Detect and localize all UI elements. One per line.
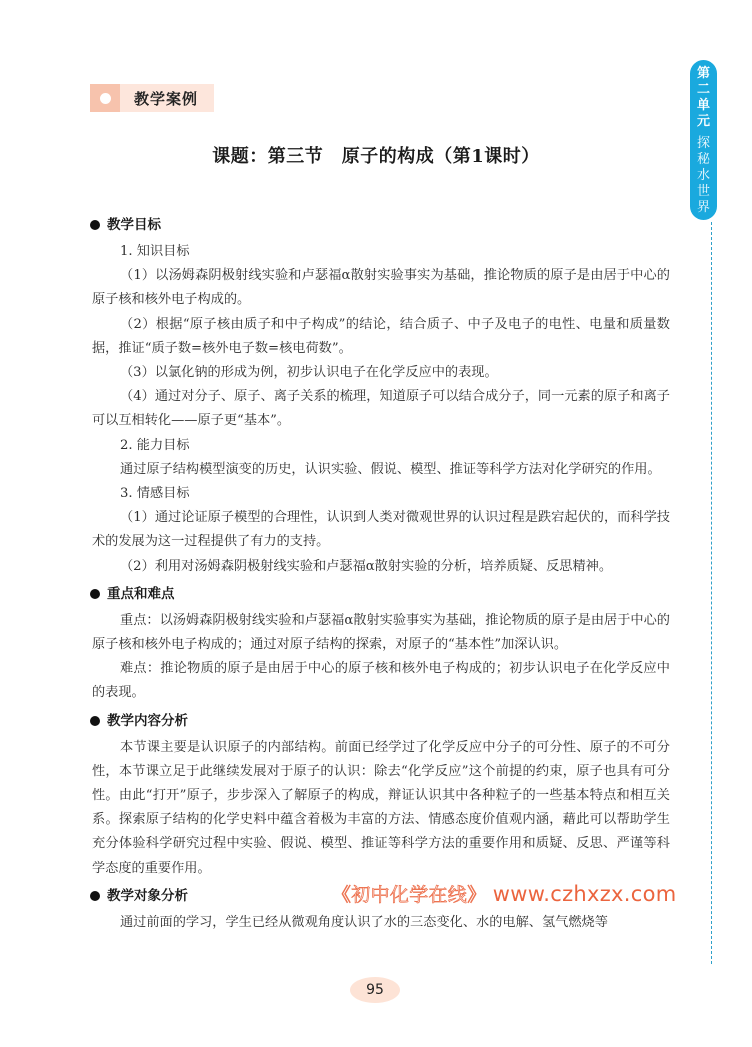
bullet-icon — [90, 589, 100, 599]
section-heading — [90, 581, 670, 607]
watermark-url: www.czhxzx.com — [492, 882, 677, 906]
section-heading-text: 教学对象分析 — [107, 887, 188, 904]
side-tab-char: 秘 — [696, 152, 710, 167]
section-heading-text: 教学目标 — [107, 217, 161, 233]
tag-dot-box — [90, 84, 120, 112]
paragraph: （1）通过论证原子模型的合理性，认识到人类对微观世界的认识过程是跌宕起伏的，而科学技术的发展为这一过程提供了有力的支持。 — [92, 510, 670, 550]
side-tab-char: 界 — [696, 200, 710, 215]
side-tab-char: 二 — [696, 82, 710, 97]
section-tag — [90, 84, 214, 112]
paragraph: 难点：推论物质的原子是由居于中心的原子核和核外电子构成的；初步认识电子在化学反应中的表现。 — [92, 661, 670, 701]
paragraph: 本节课主要是认识原子的内部结构。前面已经学过了化学反应中分子的可分性、原子的不可分性，本节课立足于此继续发展对于原子的认识：除去“化学反应”这个前提的约束，原子也具有可分性。由此“打开”原子，步步深入了解原子的构成，辩证认识其中各种粒子的一些基本特点和相互关系。探索原子结构的化学史料中蕴含着极为丰富的方法、情感态度价值观内涵，藉此可以帮助学生充分体验科学研究过程中实验、假说、模型、推证等科学方法的重要作用和质疑、反思、严谨等科学态度的重要作用。 — [92, 739, 670, 876]
section-heading-text: 重点和难点 — [107, 585, 175, 602]
watermark — [332, 880, 677, 907]
bullet-icon — [90, 220, 100, 230]
side-tab-char: 第 — [696, 66, 710, 81]
document-body — [92, 210, 670, 935]
page-number: 95 — [350, 977, 400, 1003]
bullet-icon — [90, 716, 100, 726]
paragraph: 通过前面的学习，学生已经从微观角度认识了水的三态变化、水的电解、氢气燃烧等 — [120, 914, 608, 930]
section-heading — [90, 708, 670, 734]
side-dashed-divider — [711, 222, 712, 964]
subheading: 1. 知识目标 — [120, 244, 190, 259]
section-tag-label: 教学案例 — [134, 89, 199, 108]
subheading: 2. 能力目标 — [120, 437, 190, 453]
paragraph: （2）利用对汤姆森阴极射线实验和卢瑟福α散射实验的分析，培养质疑、反思精神。 — [120, 558, 613, 574]
chapter-side-tab — [690, 60, 717, 220]
side-tab-char: 单 — [696, 98, 710, 113]
watermark-cn: 《初中化学在线》 — [332, 884, 487, 906]
side-tab-char: 世 — [696, 184, 710, 199]
paragraph: 重点：以汤姆森阴极射线实验和卢瑟福α散射实验事实为基础，推论物质的原子是由居于中心的原子核和核外电子构成的；通过对原子结构的探索，对原子的“基本性”加深认识。 — [92, 612, 670, 653]
side-tab-char: 水 — [696, 168, 710, 183]
circle-icon — [100, 93, 111, 104]
section-heading — [90, 212, 670, 238]
bullet-icon — [90, 891, 100, 901]
paragraph: 通过原子结构模型演变的历史，认识实验、假说、模型、推证等科学方法对化学研究的作用。 — [120, 461, 661, 477]
paragraph: （2）根据“原子核由质子和中子构成”的结论，结合质子、中子及电子的电性、电量和质量数据，推证“质子数=核外电子数=核电荷数”。 — [92, 316, 670, 356]
subheading: 3. 情感目标 — [120, 486, 190, 502]
side-tab-char: 探 — [696, 136, 710, 151]
side-tab-char: 元 — [696, 114, 710, 129]
page-title: 课题：第三节 原子的构成（第1课时） — [212, 146, 540, 167]
paragraph: （3）以氯化钠的形成为例，初步认识电子在化学反应中的表现。 — [120, 365, 498, 381]
paragraph: （1）以汤姆森阴极射线实验和卢瑟福α散射实验事实为基础，推论物质的原子是由居于中心的原子核和核外电子构成的。 — [92, 268, 670, 308]
section-heading-text: 教学内容分析 — [107, 712, 188, 729]
paragraph: （4）通过对分子、原子、离子关系的梳理，知道原子可以结合成分子，同一元素的原子和离子可以互相转化——原子更“基本”。 — [92, 389, 670, 429]
